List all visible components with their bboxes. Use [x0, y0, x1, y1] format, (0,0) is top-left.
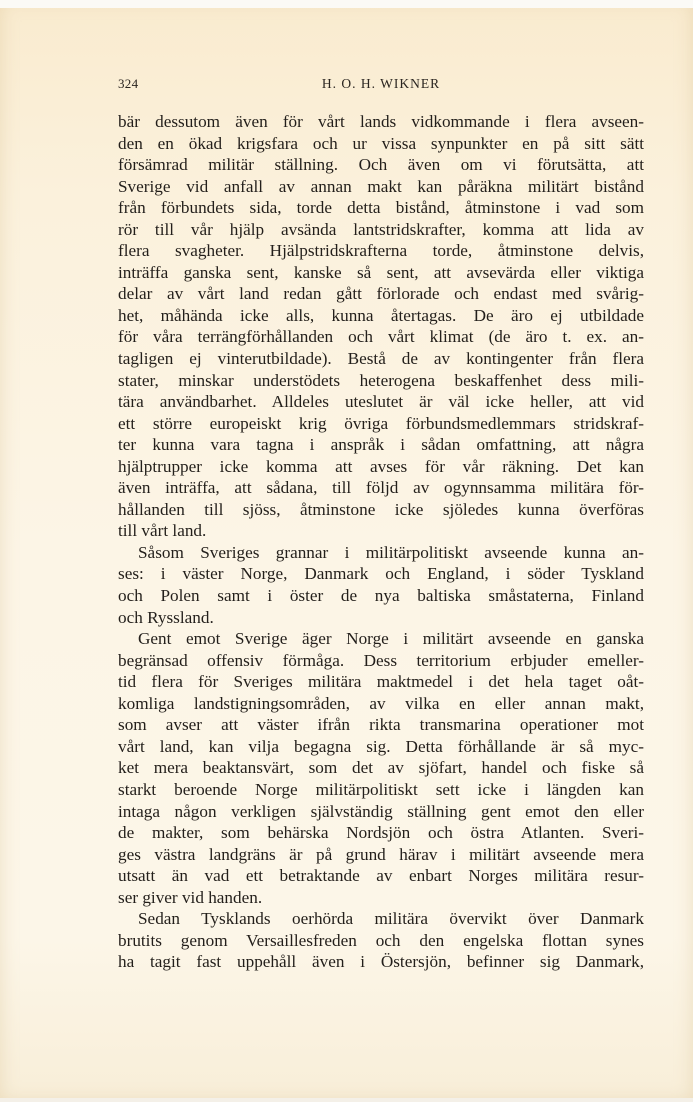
- text-line: begränsad offensiv förmåga. Dess territorium erbjuder emeller-: [118, 650, 644, 670]
- text-line: den en ökad krigsfara och ur vissa synpunkter en på sitt sätt: [118, 133, 644, 153]
- text-line: tära användbarhet. Alldeles uteslutet är väl icke heller, att vid: [118, 392, 644, 412]
- text-line: ses: i väster Norge, Danmark och England, i söder Tyskland: [118, 564, 644, 584]
- text-line: ket mera beaktansvärt, som det av sjöfart, handel och fiske så: [118, 758, 644, 778]
- running-head-author: H. O. H. WIKNER: [321, 76, 441, 91]
- scan-bottom-margin: [0, 1098, 693, 1102]
- text-line: brutits genom Versaillesfreden och den engelska flottan synes: [118, 930, 644, 950]
- text-line: flera svagheter. Hjälpstridskrafterna torde, åtminstone delvis,: [118, 241, 644, 261]
- body-text: [118, 111, 644, 973]
- text-line: stater, minskar understödets heterogena beskaffenhet dess mili-: [118, 370, 644, 390]
- text-line: från förbundets sida, torde detta bistånd, åtminstone i vad som: [118, 198, 644, 218]
- text-line: ser giver vid handen.: [118, 887, 263, 907]
- text-line: ha tagit fast uppehåll även i Östersjön, befinner sig Danmark,: [118, 952, 644, 972]
- paragraph: [118, 542, 644, 628]
- text-line: intaga någon verkligen självständig ställning gent emot den eller: [118, 801, 644, 821]
- text-line: het, måhända icke alls, kunna återtagas. De äro ej utbildade: [118, 305, 644, 325]
- text-line: och Ryssland.: [118, 607, 214, 627]
- text-line: och Polen samt i öster de nya baltiska småstaterna, Finland: [118, 586, 644, 606]
- text-line: hållanden till sjöss, åtminstone icke sjöledes kunna överföras: [118, 499, 644, 519]
- text-line: till vårt land.: [118, 521, 207, 541]
- text-line: vårt land, kan vilja begagna sig. Detta förhållande är så myc-: [118, 736, 644, 756]
- text-line: som avser att väster ifrån rikta transmarina operationer mot: [118, 715, 644, 735]
- text-line: Såsom Sveriges grannar i militärpolitiskt avseende kunna an-: [138, 542, 644, 562]
- paragraph: [118, 908, 644, 973]
- text-line: rör till vår hjälp avsända lantstridskrafter, komma att lida av: [118, 219, 644, 239]
- text-line: hjälptrupper icke komma att avses för vår räkning. Det kan: [118, 456, 644, 476]
- text-line: ett större europeiskt krig övriga förbundsmedlemmars stridskraf-: [118, 413, 644, 433]
- paragraph: [118, 628, 644, 908]
- text-line: utsatt än vad ett betraktande av enbart Norges militära resur-: [118, 866, 644, 886]
- text-line: inträffa ganska sent, kanske så sent, att avsevärda eller viktiga: [118, 262, 644, 282]
- text-line: försämrad militär ställning. Och även om vi förutsätta, att: [118, 155, 644, 175]
- text-line: ter kunna vara tagna i anspråk i sådan omfattning, att några: [118, 435, 644, 455]
- text-line: bär dessutom även för vårt lands vidkommande i flera avseen-: [118, 112, 644, 131]
- scan-top-margin: [0, 0, 693, 8]
- text-line: ges västra landgräns är på grund härav i militärt avseende mera: [118, 844, 644, 864]
- page-number: 324: [118, 76, 139, 91]
- text-line: starkt beroende Norge militärpolitiskt sett icke i längden kan: [118, 779, 644, 799]
- text-line: tid flera för Sveriges militära maktmedel i det hela taget oåt-: [118, 672, 644, 692]
- text-line: de makter, som behärska Nordsjön och östra Atlanten. Sveri-: [118, 823, 644, 843]
- text-line: Gent emot Sverige äger Norge i militärt avseende en ganska: [138, 629, 644, 649]
- page-header: [118, 76, 644, 96]
- text-line: Sedan Tysklands oerhörda militära övervikt över Danmark: [138, 909, 644, 929]
- text-line: delar av vårt land redan gått förlorade och endast med svårig-: [118, 284, 644, 304]
- text-line: Sverige vid anfall av annan makt kan påräkna militärt bistånd: [118, 176, 644, 196]
- paragraph: [118, 111, 644, 542]
- text-line: även inträffa, att sådana, till följd av ogynnsamma militära för-: [118, 478, 644, 498]
- text-line: för våra terrängförhållanden och vårt klimat (de äro t. ex. an-: [118, 327, 644, 347]
- text-line: tagligen ej vinterutbildade). Bestå de av kontingenter från flera: [118, 349, 644, 369]
- text-line: komliga landstigningsområden, av vilka en eller annan makt,: [118, 693, 644, 713]
